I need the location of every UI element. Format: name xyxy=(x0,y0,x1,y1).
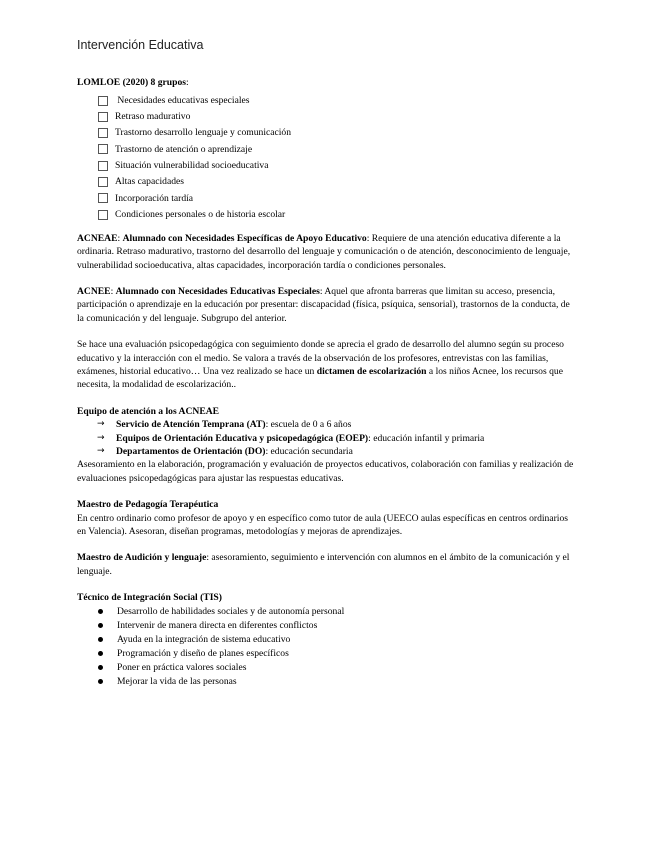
checkbox[interactable] xyxy=(98,210,108,220)
team-item-text: : educación infantil y primaria xyxy=(368,432,485,444)
checkbox[interactable] xyxy=(98,96,108,106)
checklist-item-label: Incorporación tardía xyxy=(115,192,194,204)
page-header: Intervención Educativa xyxy=(77,38,204,52)
acneae-abbr: ACNEAE xyxy=(77,232,118,244)
team-list xyxy=(77,418,577,458)
tis-list-item xyxy=(98,675,577,689)
checkbox[interactable] xyxy=(98,161,108,171)
tis-heading xyxy=(77,591,577,604)
lomloe-title: LOMLOE (2020) 8 grupos xyxy=(77,77,187,88)
tis-item-label: Ayuda en la integración de sistema educativo xyxy=(117,633,291,645)
checkbox[interactable] xyxy=(98,193,108,203)
checkbox[interactable] xyxy=(98,177,108,187)
acnee-text: : Aquel que afronta barreras que limitan su acceso, presencia, participación o aprendizaje en la educación por presentar: discapacidad (física, psíquica, sensorial), trastornos de la conducta, de la comunicación y del lenguaje. Subgrupo del anterior. xyxy=(77,286,570,324)
acnee-abbr: ACNEE xyxy=(77,286,111,297)
al-title: Maestro de Audición y lenguaje xyxy=(77,552,207,564)
arrow-right-icon: → xyxy=(97,432,105,443)
pt-title: Maestro de Pedagogía Terapéutica xyxy=(77,499,219,511)
checklist-item[interactable] xyxy=(98,92,577,108)
checkbox[interactable] xyxy=(98,128,108,138)
tis-list-item xyxy=(98,661,577,675)
team-note: Asesoramiento en la elaboración, programación y evaluación de proyectos educativos, colaboración con familias y realización de evaluaciones psicopedagógicas para ajustar las respuestas educativas. xyxy=(77,459,574,484)
evaluation-text: Se hace una evaluación psicopedagógica con seguimiento donde se aprecia el grado de desarrollo del alumno según su proceso educativo y la interacción con el medio. Se valora a través de la observación de los profesores, entrevistas con las familias, exámenes, historial educativo… Una vez realizado se hace un xyxy=(77,339,564,378)
acnee-paragraph xyxy=(77,285,577,325)
team-item-text: : escuela de 0 a 6 años xyxy=(265,419,352,431)
checklist-item-label: Retraso madurativo xyxy=(115,111,191,123)
bullet-icon xyxy=(98,623,103,628)
team-list-item xyxy=(97,418,577,431)
evaluation-text-after: a los niños Acnee, los recursos que necesita, la modalidad de escolarización.. xyxy=(77,366,563,391)
checklist-item-label: Necesidades educativas especiales xyxy=(115,94,250,106)
bullet-icon xyxy=(98,679,103,684)
team-item-bold: Departamentos de Orientación (DO) xyxy=(116,446,266,458)
checklist-item[interactable] xyxy=(98,190,577,206)
team-heading xyxy=(77,405,577,418)
checklist-item[interactable] xyxy=(98,125,577,141)
acneae-term: Alumnado con Necesidades Específicas de Apoyo Educativo xyxy=(122,232,367,244)
team-item-bold: Equipos de Orientación Educativa y psicopedagógica (EOEP) xyxy=(116,432,369,444)
arrow-right-icon: → xyxy=(97,446,105,457)
tis-item-label: Poner en práctica valores sociales xyxy=(117,661,247,673)
lomloe-colon: : xyxy=(186,77,189,88)
tis-list-item xyxy=(98,647,577,661)
bullet-icon xyxy=(98,609,103,614)
bullet-icon xyxy=(98,651,103,656)
evaluation-paragraph xyxy=(77,338,577,392)
tis-item-label: Mejorar la vida de las personas xyxy=(117,675,237,687)
team-item-text: : educación secundaria xyxy=(265,446,353,458)
acneae-text: : Requiere de una atención educativa diferente a la ordinaria. Retraso madurativo, trastorno del desarrollo del lenguaje y comunicación o de atención, desconocimiento de lenguaje, vulnerabilidad socioeducativa, altas capacidades, incorporación tardía o condiciones personales. xyxy=(77,232,571,271)
tis-item-label: Desarrollo de habilidades sociales y de autonomía personal xyxy=(117,605,345,617)
team-title: Equipo de atención a los ACNEAE xyxy=(77,405,220,417)
arrow-right-icon: → xyxy=(97,419,105,430)
checklist-item-label: Condiciones personales o de historia escolar xyxy=(115,208,286,220)
checklist-item[interactable] xyxy=(98,174,577,190)
pt-text: En centro ordinario como profesor de apoyo y en específico como tutor de aula (UEECO aulas específicas en centros ordinarios en Valencia). Asesoran, diseñan programas, metodologías y mejoras de aprendizajes. xyxy=(77,512,568,538)
al-paragraph xyxy=(77,551,577,578)
evaluation-bold: dictamen de escolarización xyxy=(316,366,427,378)
team-list-item xyxy=(97,432,577,445)
checkbox[interactable] xyxy=(98,112,108,122)
acneae-paragraph xyxy=(77,232,577,272)
team-item-bold: Servicio de Atención Temprana (AT) xyxy=(116,419,266,431)
lomloe-checklist xyxy=(77,92,577,222)
tis-title: Técnico de Integración Social (TIS) xyxy=(77,592,222,604)
acnee-term: Alumnado con Necesidades Educativas Especiales xyxy=(115,286,320,297)
checklist-item-label: Altas capacidades xyxy=(115,176,184,188)
lomloe-heading xyxy=(77,76,577,89)
tis-list xyxy=(77,605,577,689)
bullet-icon xyxy=(98,637,103,642)
checklist-item[interactable] xyxy=(98,109,577,125)
al-text: : asesoramiento, seguimiento e intervención con alumnos en el ámbito de la comunicación y el lenguaje. xyxy=(77,552,570,577)
bullet-icon xyxy=(98,665,103,670)
checklist-item[interactable] xyxy=(98,141,577,157)
checklist-item-label: Trastorno desarrollo lenguaje y comunicación xyxy=(115,127,292,139)
tis-list-item xyxy=(98,619,577,633)
checkbox[interactable] xyxy=(98,144,108,154)
checklist-item[interactable] xyxy=(98,158,577,174)
tis-list-item xyxy=(98,633,577,647)
checklist-item-label: Situación vulnerabilidad socioeducativa xyxy=(115,160,269,172)
tis-item-label: Programación y diseño de planes específicos xyxy=(117,647,289,659)
document-body xyxy=(77,76,577,689)
tis-item-label: Intervenir de manera directa en diferentes conflictos xyxy=(117,619,318,631)
tis-list-item xyxy=(98,605,577,619)
team-list-item xyxy=(97,445,577,458)
acneae-colon: : xyxy=(117,232,123,244)
pt-heading xyxy=(77,498,577,511)
acnee-colon: : xyxy=(110,286,116,297)
checklist-item-label: Trastorno de atención o aprendizaje xyxy=(115,143,253,155)
checklist-item[interactable] xyxy=(98,206,577,222)
